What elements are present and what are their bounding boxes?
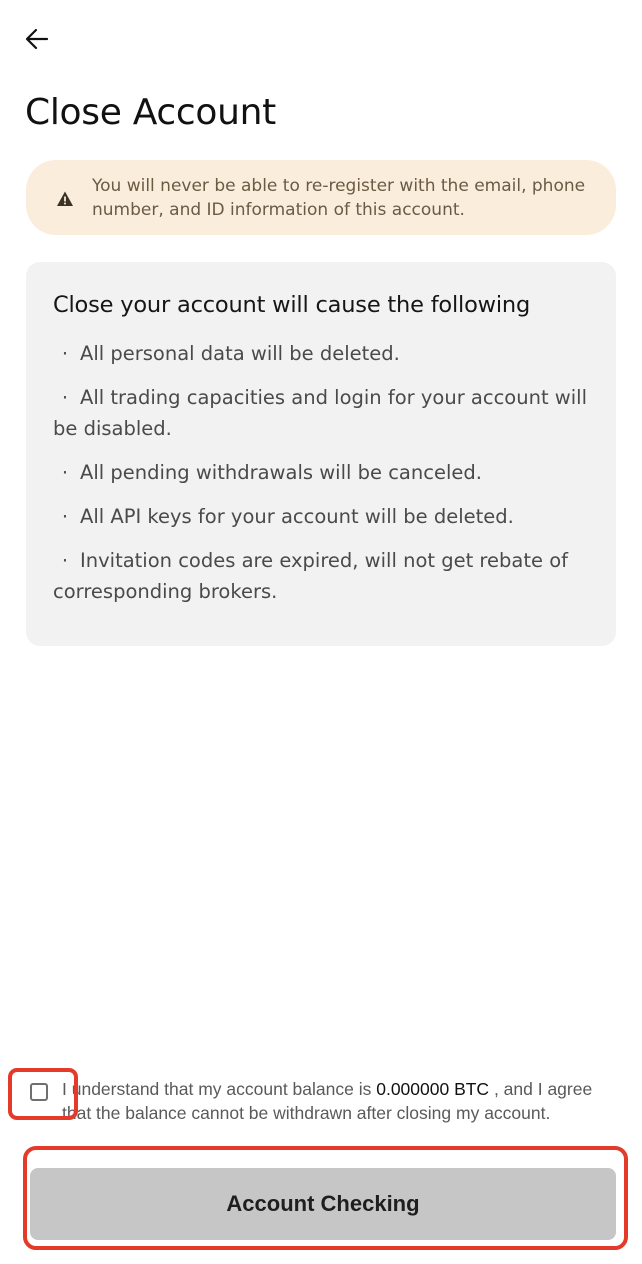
consent-checkbox[interactable] xyxy=(30,1083,48,1101)
balance-amount: 0.000000 BTC xyxy=(376,1079,490,1099)
consequence-item: · All pending withdrawals will be canceled. xyxy=(53,457,590,488)
consequence-item: · Invitation codes are expired, will not get rebate of corresponding brokers. xyxy=(53,545,590,607)
bullet-dot: · xyxy=(61,386,69,409)
consequences-card xyxy=(26,262,616,646)
back-button[interactable] xyxy=(20,22,54,56)
warning-banner xyxy=(26,160,616,235)
consequence-item: · All trading capacities and login for your account will be disabled. xyxy=(53,382,590,444)
warning-text: You will never be able to re-register with the email, phone number, and ID information of this account. xyxy=(92,175,586,220)
bullet-dot: · xyxy=(61,549,69,572)
account-checking-button[interactable]: Account Checking xyxy=(30,1168,616,1240)
consent-row xyxy=(22,1078,622,1125)
consequence-item: · All personal data will be deleted. xyxy=(53,338,590,369)
consequences-title: Close your account will cause the following xyxy=(53,292,531,318)
page-title: Close Account xyxy=(25,92,276,133)
consequence-item: · All API keys for your account will be deleted. xyxy=(53,501,590,532)
bullet-dot: · xyxy=(61,461,69,484)
bullet-dot: · xyxy=(61,342,69,365)
warning-triangle-icon xyxy=(56,190,74,208)
bullet-dot: · xyxy=(61,505,69,528)
arrow-left-icon xyxy=(24,26,50,52)
consent-text: I understand that my account balance is 0.000000 BTC , and I agree that the balance cannot be withdrawn after closing my account. xyxy=(62,1079,593,1123)
